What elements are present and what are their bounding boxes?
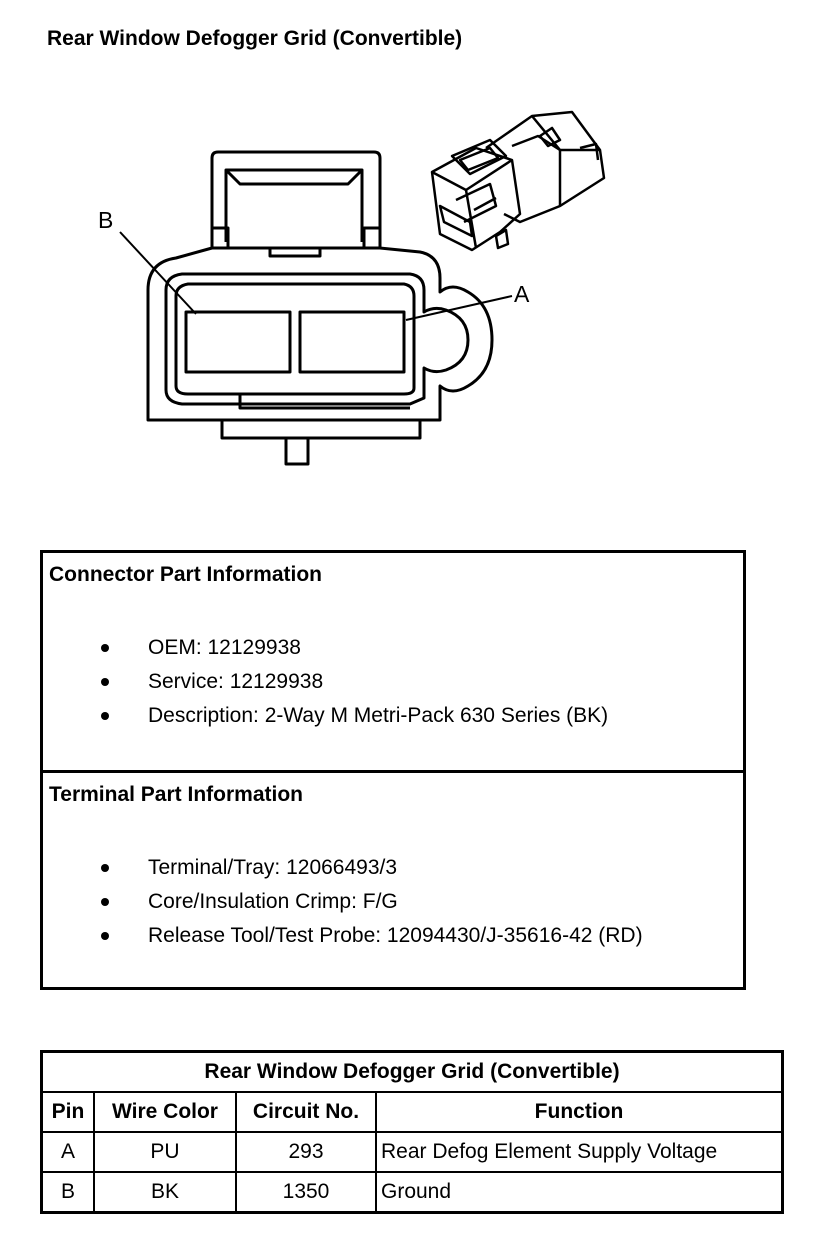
list-item	[43, 631, 608, 665]
cell-wire-color: BK	[94, 1172, 236, 1213]
list-item	[43, 665, 608, 699]
list-item	[43, 885, 643, 919]
bullet-icon	[101, 644, 109, 652]
connector-info-heading: Connector Part Information	[49, 563, 323, 586]
connector-latch	[212, 152, 380, 248]
connector-info-list	[43, 631, 608, 733]
pin-table-title: Rear Window Defogger Grid (Convertible)	[42, 1052, 783, 1093]
list-item	[43, 919, 643, 953]
terminal-info-crimp: Core/Insulation Crimp: F/G	[148, 890, 398, 913]
cell-wire-color: PU	[94, 1132, 236, 1172]
terminal-info-heading: Terminal Part Information	[49, 783, 303, 806]
part-information-box	[40, 550, 746, 990]
column-header-pin: Pin	[42, 1092, 95, 1132]
list-item	[43, 851, 643, 885]
cell-circuit-no: 293	[236, 1132, 376, 1172]
connector-diagram	[0, 0, 832, 520]
cell-function: Ground	[376, 1172, 783, 1213]
bullet-icon	[101, 932, 109, 940]
cell-pin: A	[42, 1132, 95, 1172]
column-header-circuit-no: Circuit No.	[236, 1092, 376, 1132]
terminal-b-cavity	[186, 312, 290, 372]
bullet-icon	[101, 712, 109, 720]
table-title-row	[42, 1052, 783, 1093]
connector-info-oem: OEM: 12129938	[148, 636, 301, 659]
terminal-info-tray: Terminal/Tray: 12066493/3	[148, 856, 398, 879]
bullet-icon	[101, 864, 109, 872]
cell-function: Rear Defog Element Supply Voltage	[376, 1132, 783, 1172]
bullet-icon	[101, 678, 109, 686]
column-header-wire-color: Wire Color	[94, 1092, 236, 1132]
cell-pin: B	[42, 1172, 95, 1213]
table-row	[42, 1132, 783, 1172]
connector-info-description: Description: 2-Way M Metri-Pack 630 Series (BK)	[148, 704, 609, 727]
table-row	[42, 1172, 783, 1213]
terminal-a-cavity	[300, 312, 404, 372]
cell-circuit-no: 1350	[236, 1172, 376, 1213]
terminal-part-information	[43, 773, 743, 987]
table-header-row	[42, 1092, 783, 1132]
list-item	[43, 699, 608, 733]
callout-label-a: A	[514, 281, 530, 307]
column-header-function: Function	[376, 1092, 783, 1132]
connector-key	[286, 438, 308, 464]
bullet-icon	[101, 898, 109, 906]
connector-info-service: Service: 12129938	[148, 670, 324, 693]
terminal-info-list	[43, 851, 643, 953]
pin-table	[40, 1050, 784, 1214]
connector-part-information	[43, 553, 743, 773]
connector-perspective-view	[432, 112, 604, 250]
terminal-info-release-tool: Release Tool/Test Probe: 12094430/J-35616-42 (RD)	[148, 924, 643, 947]
page-title: Rear Window Defogger Grid (Convertible)	[47, 27, 463, 50]
callout-label-b: B	[98, 207, 114, 233]
